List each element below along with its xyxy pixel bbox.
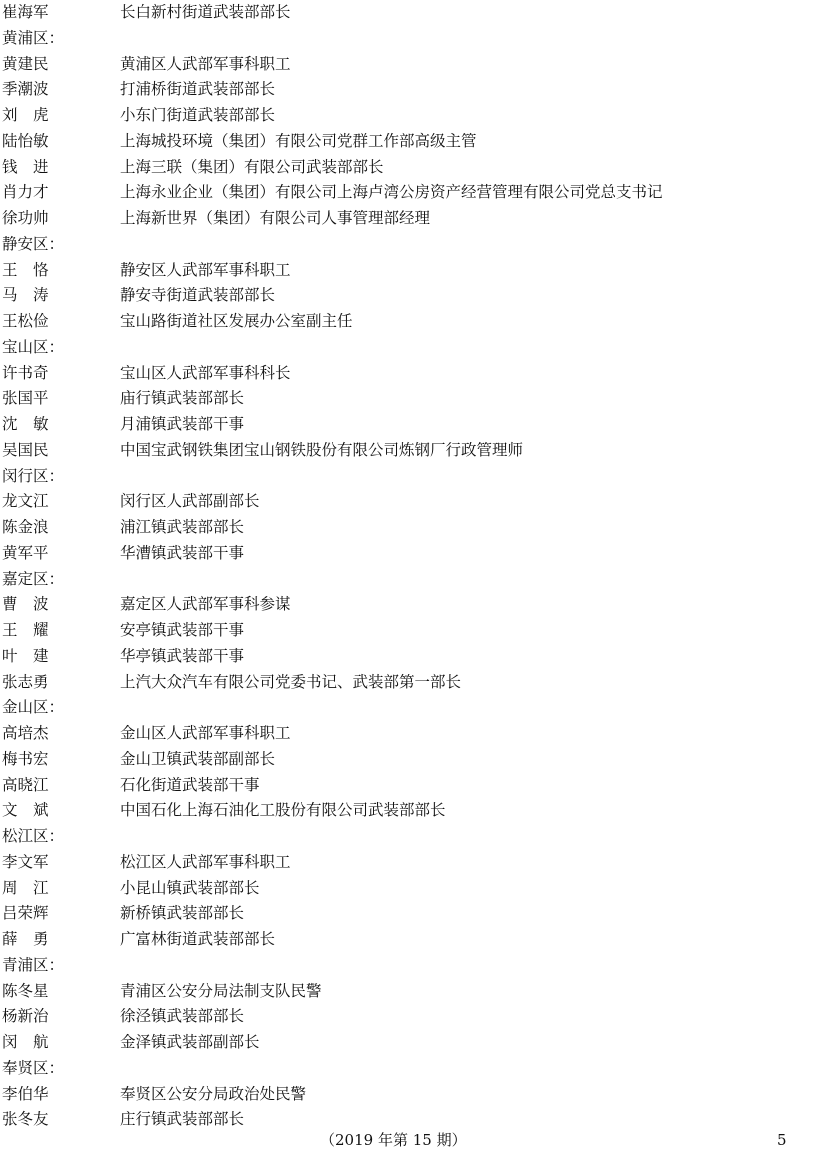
person-title: 静安寺街道武装部部长	[120, 286, 276, 305]
list-item	[0, 1030, 827, 1055]
person-name: 周 江	[2, 878, 49, 897]
list-item	[0, 798, 827, 823]
list-item	[0, 747, 827, 772]
person-title: 庄行镇武装部部长	[120, 1110, 245, 1129]
person-name: 吕荣辉	[2, 904, 49, 923]
person-name: 黄军平	[2, 543, 49, 562]
person-name: 王 耀	[2, 621, 49, 639]
list-item	[0, 901, 827, 926]
person-name: 黄建民	[2, 54, 49, 73]
list-item	[0, 386, 827, 411]
person-title: 广富林街道武装部部长	[120, 930, 276, 948]
person-name: 许书奇	[2, 363, 49, 382]
person-title: 宝山区人武部军事科科长	[120, 363, 291, 382]
person-title: 石化街道武装部干事	[120, 775, 260, 794]
list-item	[0, 283, 827, 308]
district-name: 奉贤区：	[2, 1058, 65, 1077]
list-item	[0, 309, 827, 334]
person-name: 徐功帅	[2, 209, 49, 227]
list-item	[0, 155, 827, 180]
person-name: 陆怡敏	[2, 131, 49, 150]
person-title: 金山区人武部军事科职工	[120, 724, 291, 742]
person-name: 季潮波	[2, 80, 49, 99]
person-name: 肖力才	[2, 183, 49, 202]
district-name: 松江区：	[2, 827, 65, 845]
person-name: 钱 进	[2, 157, 49, 176]
person-name: 李伯华	[2, 1084, 49, 1103]
list-item	[0, 644, 827, 669]
district-heading	[0, 567, 827, 592]
list-item	[0, 103, 827, 128]
district-heading	[0, 464, 827, 489]
person-name: 梅书宏	[2, 749, 49, 768]
list-item	[0, 438, 827, 463]
person-title: 月浦镇武装部干事	[120, 415, 245, 433]
person-title: 金山卫镇武装部副部长	[120, 749, 276, 768]
district-name: 青浦区：	[2, 955, 65, 974]
person-name: 陈冬星	[2, 981, 49, 1000]
list-item	[0, 489, 827, 514]
person-title: 上海三联（集团）有限公司武装部部长	[120, 157, 384, 176]
person-title: 上海永业企业（集团）有限公司上海卢湾公房资产经营管理有限公司党总支书记	[120, 183, 663, 202]
list-item	[0, 541, 827, 566]
person-name: 崔海军	[2, 3, 49, 21]
person-title: 上海城投环境（集团）有限公司党群工作部高级主管	[120, 131, 477, 150]
person-title: 上海新世界（集团）有限公司人事管理部经理	[120, 209, 431, 227]
person-title: 庙行镇武装部部长	[120, 389, 245, 408]
person-title: 上汽大众汽车有限公司党委书记、武装部第一部长	[120, 672, 462, 691]
list-item	[0, 979, 827, 1004]
list-item	[0, 927, 827, 952]
list-item	[0, 773, 827, 798]
district-heading	[0, 232, 827, 257]
person-name: 王松俭	[2, 312, 49, 330]
person-name: 张国平	[2, 389, 49, 408]
district-heading	[0, 953, 827, 978]
list-item	[0, 52, 827, 77]
person-name: 王 恪	[2, 260, 49, 279]
person-title: 小昆山镇武装部部长	[120, 878, 260, 897]
person-title: 宝山路街道社区发展办公室副主任	[120, 312, 353, 330]
person-name: 马 涛	[2, 286, 49, 305]
list-item	[0, 670, 827, 695]
person-name: 吴国民	[2, 440, 49, 459]
person-name: 闵 航	[2, 1033, 49, 1051]
list-item	[0, 876, 827, 901]
person-title: 长白新村街道武装部部长	[120, 3, 291, 21]
list-item	[0, 77, 827, 102]
district-heading	[0, 335, 827, 360]
list-item	[0, 515, 827, 540]
person-name: 张冬友	[2, 1110, 49, 1129]
person-title: 奉贤区公安分局政治处民警	[120, 1084, 307, 1103]
person-title: 中国宝武钢铁集团宝山钢铁股份有限公司炼钢厂行政管理师	[120, 440, 524, 459]
list-item	[0, 206, 827, 231]
person-name: 刘 虎	[2, 106, 49, 124]
district-heading	[0, 1056, 827, 1081]
person-title: 金泽镇武装部副部长	[120, 1033, 260, 1051]
person-title: 华漕镇武装部干事	[120, 543, 245, 562]
list-item	[0, 1082, 827, 1107]
person-name: 陈金浪	[2, 518, 49, 536]
list-item	[0, 592, 827, 617]
district-heading	[0, 26, 827, 51]
district-heading	[0, 824, 827, 849]
person-title: 静安区人武部军事科职工	[120, 260, 291, 279]
list-item	[0, 618, 827, 643]
person-title: 闵行区人武部副部长	[120, 492, 260, 511]
district-name: 静安区：	[2, 234, 65, 253]
person-name: 杨新治	[2, 1007, 49, 1026]
person-title: 松江区人武部军事科职工	[120, 852, 291, 871]
district-name: 金山区：	[2, 698, 65, 717]
person-title: 华亭镇武装部干事	[120, 646, 245, 665]
list-item	[0, 721, 827, 746]
person-name: 叶 建	[2, 646, 49, 665]
person-name: 高晓江	[2, 775, 49, 794]
district-name: 闵行区：	[2, 466, 65, 485]
district-name: 嘉定区：	[2, 569, 65, 588]
person-name: 沈 敏	[2, 415, 49, 433]
district-heading	[0, 695, 827, 720]
list-item	[0, 412, 827, 437]
person-title: 黄浦区人武部军事科职工	[120, 54, 291, 73]
person-title: 小东门街道武装部部长	[120, 106, 276, 124]
list-item	[0, 0, 827, 25]
district-name: 宝山区：	[2, 337, 65, 356]
person-name: 文 斌	[2, 801, 49, 820]
list-item	[0, 180, 827, 205]
list-item	[0, 258, 827, 283]
issue-label: （2019 年第 15 期）	[320, 1131, 467, 1149]
person-name: 薛 勇	[2, 930, 49, 948]
person-title: 浦江镇武装部部长	[120, 518, 245, 536]
person-title: 青浦区公安分局法制支队民警	[120, 981, 322, 1000]
person-name: 高培杰	[2, 724, 49, 742]
district-name: 黄浦区：	[2, 28, 65, 47]
person-name: 李文军	[2, 852, 49, 871]
list-item	[0, 129, 827, 154]
person-title: 安亭镇武装部干事	[120, 621, 245, 639]
person-title: 徐泾镇武装部部长	[120, 1007, 245, 1026]
person-name: 曹 波	[2, 595, 49, 614]
person-title: 新桥镇武装部部长	[120, 904, 245, 923]
list-item	[0, 361, 827, 386]
list-item	[0, 1004, 827, 1029]
page-number: 5	[777, 1131, 787, 1149]
person-title: 嘉定区人武部军事科参谋	[120, 595, 291, 614]
person-name: 龙文江	[2, 492, 49, 511]
page-footer	[0, 1128, 827, 1152]
person-title: 中国石化上海石油化工股份有限公司武装部部长	[120, 801, 446, 820]
person-name: 张志勇	[2, 672, 49, 691]
list-item	[0, 850, 827, 875]
person-title: 打浦桥街道武装部部长	[120, 80, 276, 99]
